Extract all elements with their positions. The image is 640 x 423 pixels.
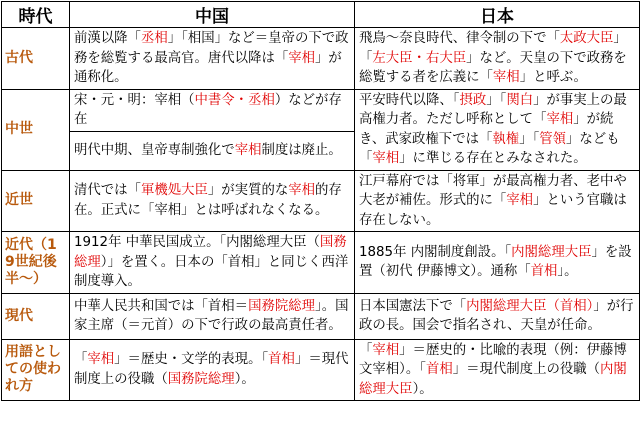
era-cell: 近代（19世紀後半〜） bbox=[2, 232, 70, 294]
text-run: 」なども「 bbox=[359, 131, 620, 166]
japan-cell bbox=[355, 28, 640, 90]
highlight-term: 摂政 bbox=[459, 92, 487, 108]
table-row bbox=[2, 89, 640, 132]
highlight-term: 国務院総理 bbox=[248, 298, 316, 314]
table-row bbox=[2, 339, 640, 401]
highlight-term: 宰相 bbox=[288, 50, 316, 66]
highlight-term: 首相 bbox=[425, 362, 453, 377]
header-china: 中国 bbox=[70, 2, 355, 28]
text-run: 前漢以降「 bbox=[74, 31, 141, 46]
highlight-term: 宰相 bbox=[87, 352, 115, 368]
text-run: 」が通称化。 bbox=[74, 50, 342, 85]
japan-cell bbox=[355, 170, 640, 232]
text-run: ）」を置く。日本の「首相」と同じく西洋制度導入。 bbox=[74, 254, 349, 289]
text-run: 」が事実上の最高権力者。ただし呼称として「 bbox=[359, 92, 627, 127]
highlight-term: 宰相 bbox=[506, 193, 534, 208]
text-run: 清代では「 bbox=[74, 183, 141, 199]
text-run: 」。国家主席（＝元首）の下で行政の最高責任者。 bbox=[74, 298, 349, 333]
highlight-term: 宰相 bbox=[492, 70, 520, 85]
era-cell: 中世 bbox=[2, 89, 70, 170]
text-run: 」＝現代制度上の役職（ bbox=[74, 352, 349, 387]
highlight-term: 国務総理 bbox=[74, 235, 347, 270]
highlight-term: 宰相 bbox=[372, 151, 400, 166]
table-row bbox=[2, 293, 640, 339]
text-run: 制度は廃止。 bbox=[261, 143, 342, 158]
highlight-term: 宰相 bbox=[546, 112, 574, 127]
highlight-term: 内閣総理大臣 bbox=[511, 244, 592, 260]
table-row bbox=[2, 232, 640, 294]
highlight-term: 丞相 bbox=[140, 31, 168, 46]
table-row bbox=[2, 170, 640, 232]
china-cell bbox=[70, 293, 355, 339]
text-run: 」＝歴史・文学的表現。「 bbox=[114, 352, 269, 368]
era-cell: 近世 bbox=[2, 170, 70, 232]
text-run: 的存在。正式に「宰相」とは呼ばれなくなる。 bbox=[74, 183, 342, 218]
china-cell bbox=[70, 89, 355, 132]
text-run: 」が続き、武家政権下では「 bbox=[359, 112, 614, 147]
text-run: 1885年 内閣制度創設。「 bbox=[359, 244, 512, 260]
text-run: 」「 bbox=[359, 31, 627, 66]
table-row bbox=[2, 28, 640, 90]
highlight-term: 軍機処大臣 bbox=[140, 183, 208, 199]
china-cell bbox=[70, 28, 355, 90]
era-cell: 現代 bbox=[2, 293, 70, 339]
text-run: 江戸幕府では「将軍」が最高権力者、老中や大老が補佐。形式的に「 bbox=[359, 173, 627, 208]
highlight-term: 宰相 bbox=[372, 342, 400, 358]
highlight-term: 内閣総理大臣 bbox=[359, 362, 627, 397]
japan-cell bbox=[355, 293, 640, 339]
text-run: ）。 bbox=[412, 381, 433, 397]
text-run: 」など。天皇の下で政務を総覧する者を広義に「 bbox=[359, 50, 627, 85]
text-run: 」に準じる存在とみなされた。 bbox=[399, 151, 587, 166]
japan-cell bbox=[355, 339, 640, 401]
text-run: 」が実質的な bbox=[207, 183, 289, 199]
highlight-term: 宰相 bbox=[288, 183, 316, 199]
text-run: 平安時代以降、「 bbox=[359, 92, 460, 108]
table-body bbox=[2, 28, 640, 401]
china-cell bbox=[70, 170, 355, 232]
text-run: 」と呼ぶ。 bbox=[519, 70, 587, 85]
highlight-term: 太政大臣 bbox=[559, 31, 614, 46]
text-run: 」「 bbox=[519, 131, 540, 147]
text-run: 中華人民共和国では「首相＝ bbox=[74, 298, 249, 314]
china-cell bbox=[70, 132, 355, 170]
header-era: 時代 bbox=[2, 2, 70, 28]
text-run: ）。 bbox=[234, 371, 255, 387]
text-run: 「 bbox=[74, 352, 88, 368]
text-run: 」を設置（初代 伊藤博文）。通称「 bbox=[359, 244, 632, 280]
text-run: 1912年 中華民国成立。「内閣総理大臣（ bbox=[74, 235, 320, 250]
highlight-term: 首相 bbox=[268, 352, 295, 368]
text-run: 」＝歴史的・比喩的表現（例：伊藤博文宰相）。「 bbox=[359, 342, 627, 377]
japan-cell bbox=[355, 232, 640, 294]
text-run: 」「相国」など＝皇帝の下で政務を総覧する最高官。唐代以降は「 bbox=[74, 31, 349, 66]
china-cell bbox=[70, 339, 355, 401]
text-run: 」＝現代制度上の役職（ bbox=[452, 362, 601, 377]
era-cell: 古代 bbox=[2, 28, 70, 90]
comparison-table bbox=[1, 1, 640, 401]
era-cell: 用語としての使われ方 bbox=[2, 339, 70, 401]
text-run: 飛鳥〜奈良時代、律令制の下で「 bbox=[359, 31, 560, 46]
highlight-term: 執権 bbox=[492, 131, 520, 147]
text-run: ）などが存在 bbox=[74, 92, 342, 128]
highlight-term: 国務院総理 bbox=[167, 371, 235, 387]
text-run: 」「 bbox=[486, 92, 507, 108]
china-cell bbox=[70, 232, 355, 294]
highlight-term: 管領 bbox=[539, 131, 567, 147]
text-run: 」。 bbox=[557, 264, 578, 280]
text-run: 」という官職は存在しない。 bbox=[359, 193, 627, 228]
header-row bbox=[2, 2, 640, 28]
highlight-term: 首相 bbox=[530, 264, 558, 280]
text-run: 日本国憲法下で「 bbox=[359, 298, 467, 314]
highlight-term: 左大臣・右大臣 bbox=[372, 50, 467, 66]
japan-cell bbox=[355, 89, 640, 170]
text-run: 明代中期、皇帝専制強化で bbox=[74, 143, 235, 158]
text-run: 」が行政の長。国会で指名され、天皇が任命。 bbox=[359, 298, 634, 333]
highlight-term: 宰相 bbox=[234, 143, 262, 158]
text-run: 宋・元・明：宰相（ bbox=[74, 92, 195, 108]
header-japan: 日本 bbox=[355, 2, 640, 28]
text-run: 「 bbox=[359, 342, 373, 358]
highlight-term: 内閣総理大臣（首相） bbox=[466, 298, 594, 314]
highlight-term: 中書令・丞相 bbox=[194, 92, 275, 108]
highlight-term: 関白 bbox=[506, 92, 534, 108]
